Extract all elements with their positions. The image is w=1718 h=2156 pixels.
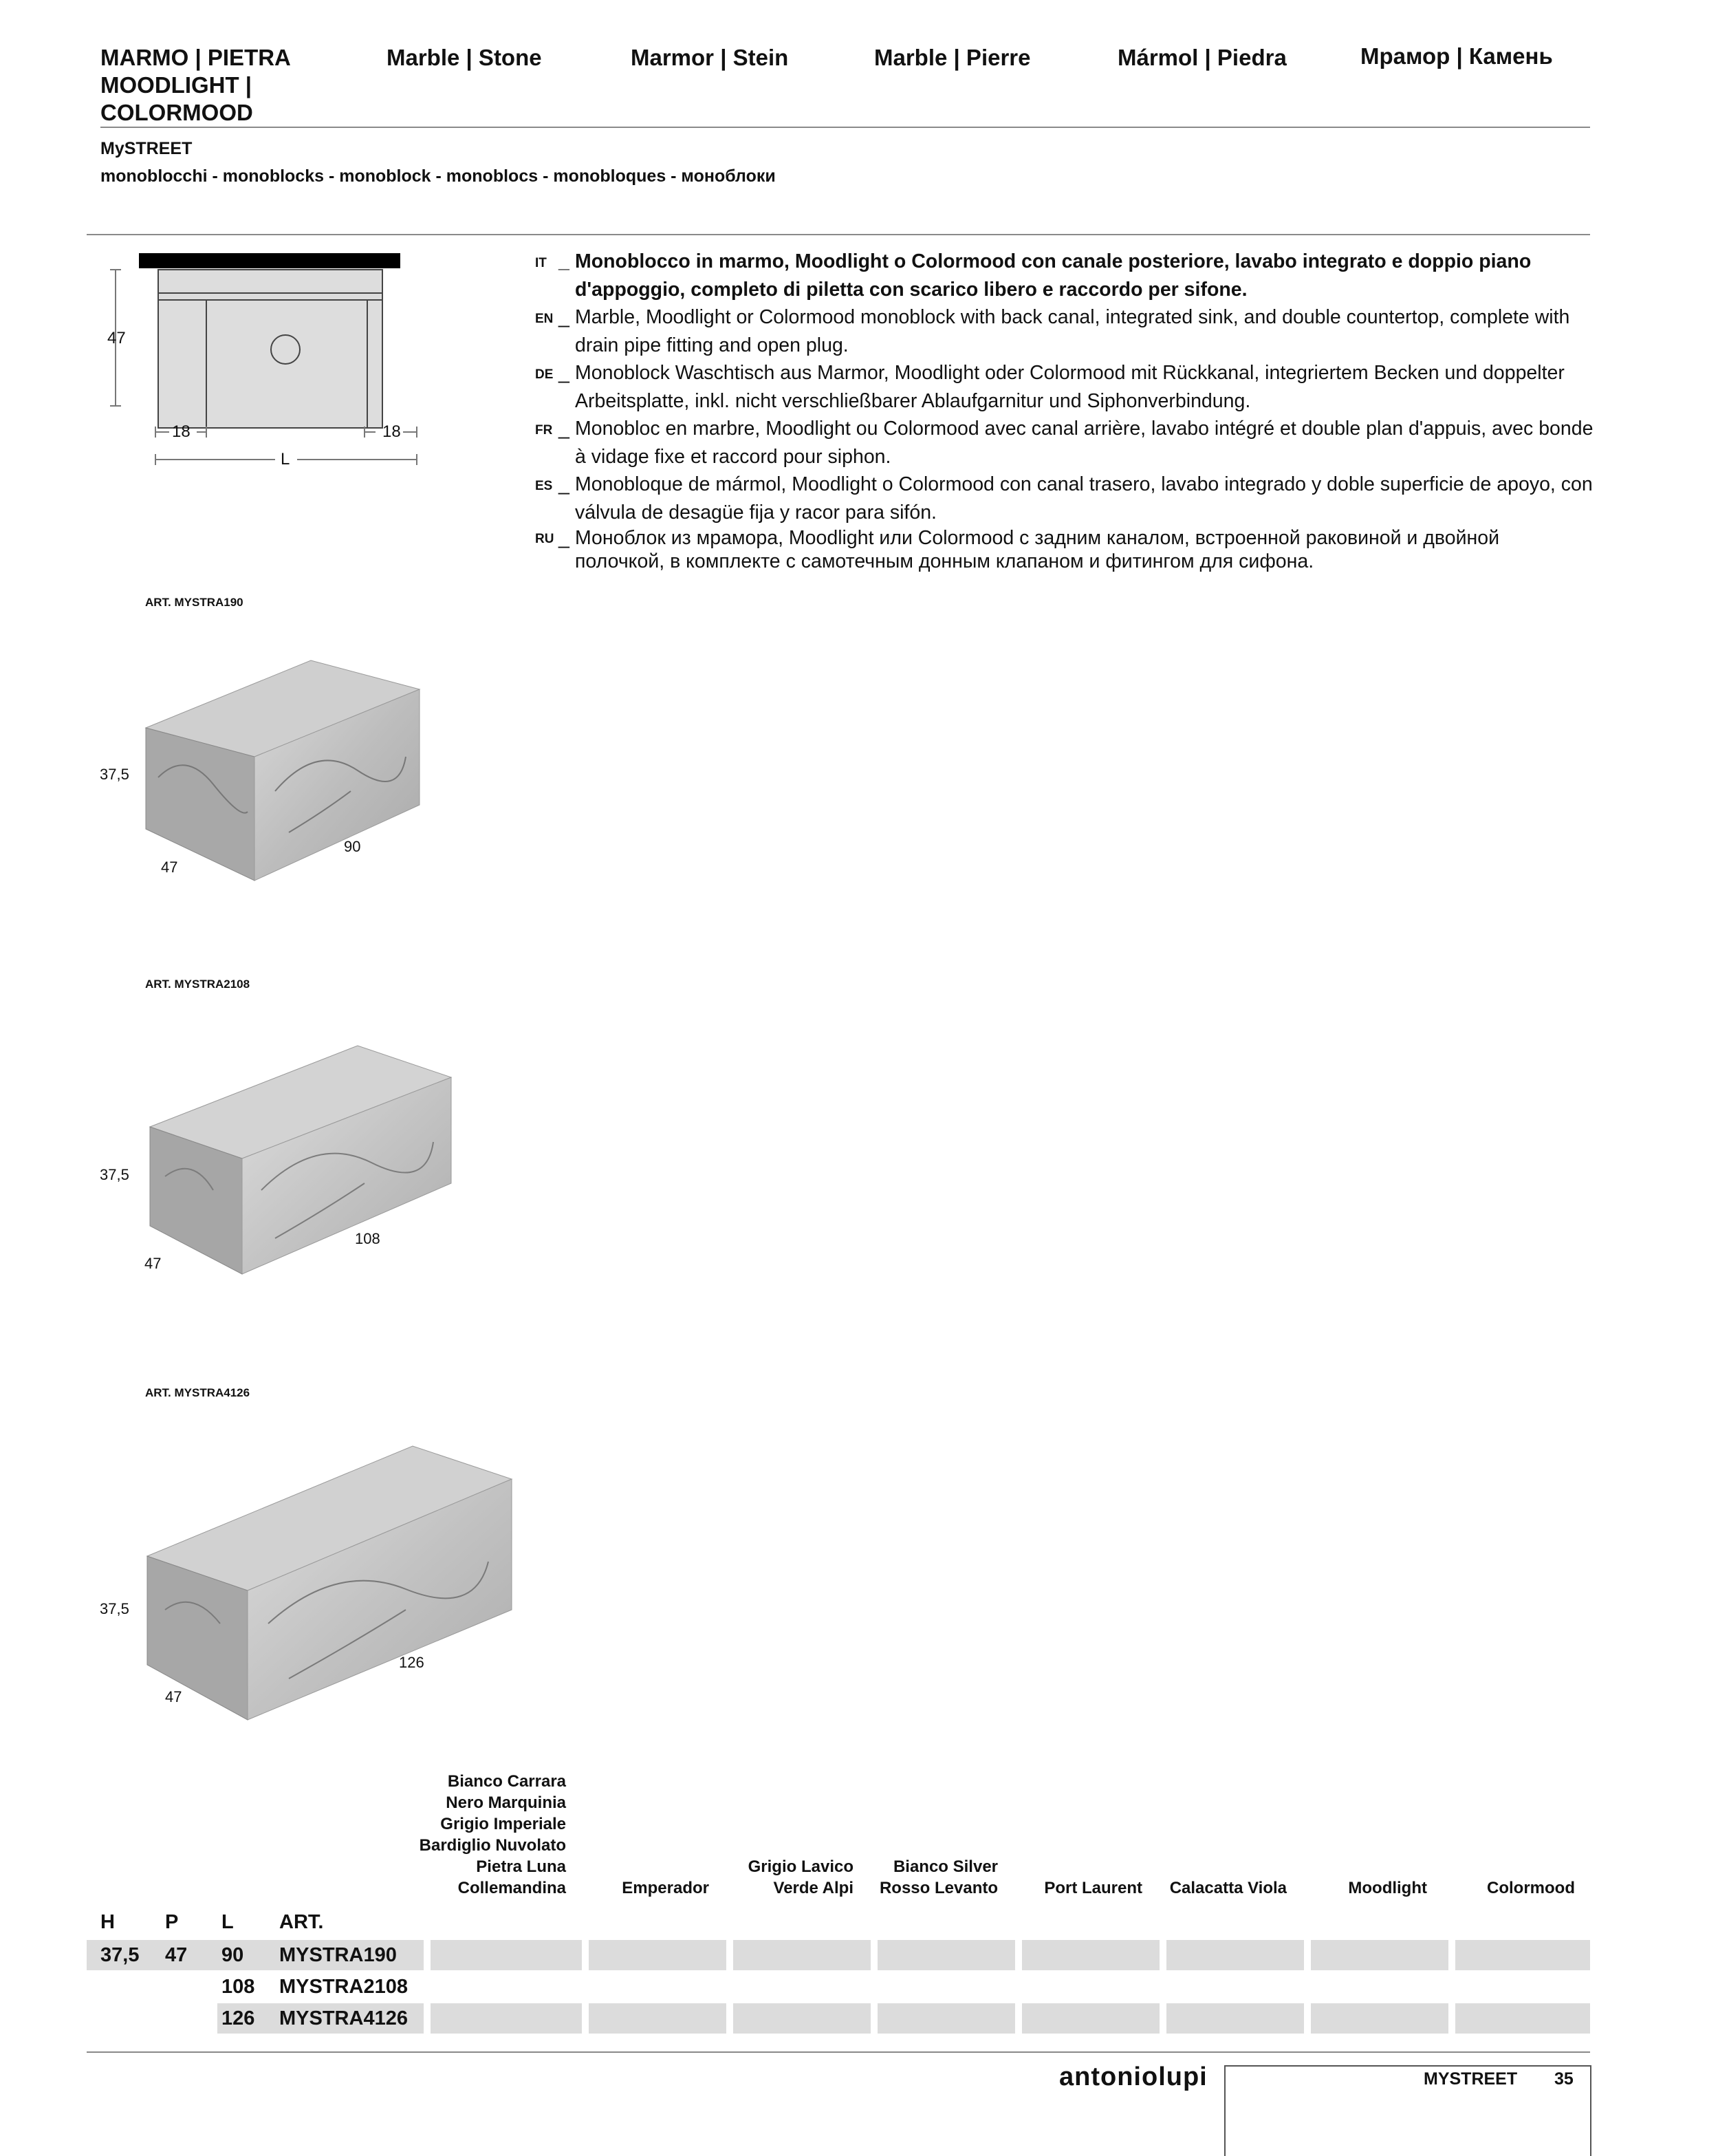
header-col-de: Marmor | Stein xyxy=(631,45,789,70)
row-p: 47 xyxy=(165,1944,188,1966)
page-number: 35 xyxy=(1554,2069,1574,2089)
diagram-length: L xyxy=(281,450,290,468)
finish-name: Collemandina xyxy=(457,1879,566,1897)
finish-name: Bianco Carrara xyxy=(447,1772,566,1791)
description-fr: FR _ Monobloc en marbre, Moodlight ou Colormood avec canal arrière, lavabo intégré et double plan d'appuis, avec bonde à vidage fixe et raccord pour siphon. xyxy=(535,415,1594,471)
product-height: 37,5 xyxy=(100,766,129,783)
header-col-it-line2: MOODLIGHT | xyxy=(100,72,252,98)
finish-header-moodlight xyxy=(1293,1877,1427,1899)
finish-name: Rosso Levanto xyxy=(879,1879,998,1897)
description-text: Monobloque de mármol, Moodlight o Colormood con canal trasero, lavabo integrado y doble superficie de apoyo, con válvula de desagüe fija y racor para sifón. xyxy=(575,473,1593,524)
product-length: 126 xyxy=(399,1654,424,1671)
row-art: MYSTRA4126 xyxy=(279,2007,408,2029)
header-col-it-line1: MARMO | PIETRA xyxy=(100,45,291,70)
product-height: 37,5 xyxy=(100,1166,129,1183)
description-es: ES _ Monobloque de mármol, Moodlight o Colormood con canal trasero, lavabo integrado y doble superficie de apoyo, con válvula de desagüe fija y racor para sifón. xyxy=(535,471,1594,527)
table-header-p: P xyxy=(165,1911,179,1933)
header-col-fr: Marble | Pierre xyxy=(874,45,1031,70)
product-depth: 47 xyxy=(165,1688,182,1705)
finish-name: Nero Marquinia xyxy=(446,1793,566,1812)
description-de: DE _ Monoblock Waschtisch aus Marmor, Moodlight oder Colormood mit Rückkanal, integriertem Becken und doppelter Arbeitsplatte, inkl. nicht verschließbarer Ablaufgarnitur und Siphonverbindung. xyxy=(535,359,1594,416)
product-art-label: ART. MYSTRA2108 xyxy=(145,978,250,991)
table-header-l: L xyxy=(221,1911,234,1933)
lang-code: IT xyxy=(535,256,547,270)
header-col-it-line3: COLORMOOD xyxy=(100,100,253,125)
product-height: 37,5 xyxy=(100,1600,129,1617)
lang-code: ES xyxy=(535,479,553,493)
row-art: MYSTRA190 xyxy=(279,1944,397,1966)
finish-header-marble-group xyxy=(413,1771,566,1899)
finish-name: Grigio Imperiale xyxy=(440,1815,566,1833)
product-length: 90 xyxy=(344,838,361,855)
diagram-height: 47 xyxy=(107,329,126,347)
row-l: 90 xyxy=(221,1944,244,1966)
lang-code: DE xyxy=(535,367,554,382)
finish-header-bianco-silver xyxy=(860,1856,998,1899)
product-image-mystra2108 xyxy=(138,1039,461,1280)
section-rule xyxy=(87,234,1590,235)
row-l: 126 xyxy=(221,2007,255,2029)
finish-header-calacatta-viola xyxy=(1149,1877,1287,1899)
row-art: MYSTRA2108 xyxy=(279,1976,408,1998)
table-header-h: H xyxy=(100,1911,115,1933)
product-image-mystra4126 xyxy=(138,1438,523,1727)
finish-name: Calacatta Viola xyxy=(1169,1879,1287,1897)
diagram-side-left: 18 xyxy=(172,422,191,441)
footer-section: MYSTREET xyxy=(1424,2069,1518,2089)
collection-name: MySTREET xyxy=(100,139,193,158)
product-art-label: ART. MYSTRA4126 xyxy=(145,1386,250,1399)
description-text: Monoblock Waschtisch aus Marmor, Moodlight oder Colormood mit Rückkanal, integriertem Becken und doppelter Arbeitsplatte, inkl. nicht verschließbarer Ablaufgarnitur und Siphonverbindung. xyxy=(575,362,1565,412)
finish-name: Verde Alpi xyxy=(773,1879,853,1897)
finish-header-emperador xyxy=(578,1877,709,1899)
lang-code: FR xyxy=(535,423,553,438)
finish-name: Pietra Luna xyxy=(476,1857,566,1876)
header-col-es: Mármol | Piedra xyxy=(1118,45,1287,70)
product-depth: 47 xyxy=(161,859,178,876)
finish-name: Port Laurent xyxy=(1044,1879,1142,1897)
header-col-it xyxy=(100,44,320,127)
description-en: EN _ Marble, Moodlight or Colormood monoblock with back canal, integrated sink, and double countertop, complete with drain pipe fitting and open plug. xyxy=(535,303,1594,360)
header-col-ru: Мрамор | Камень xyxy=(1360,43,1553,69)
description-text: Monoblocco in marmo, Moodlight o Colormood con canale posteriore, lavabo integrato e doppio piano d'appoggio, completo di piletta con scarico libero e raccordo per sifone. xyxy=(575,250,1532,301)
finish-name: Moodlight xyxy=(1348,1879,1427,1897)
header-rule xyxy=(100,127,1590,128)
footer-box xyxy=(1224,2065,1591,2156)
countertop-bar xyxy=(139,253,400,268)
header-col-en: Marble | Stone xyxy=(387,45,542,70)
finish-header-port-laurent xyxy=(1004,1877,1142,1899)
description-it: IT _ Monoblocco in marmo, Moodlight o Colormood con canale posteriore, lavabo integrato e doppio piano d'appoggio, completo di piletta con scarico libero e raccordo per sifone. xyxy=(535,248,1594,304)
brand-logo: antoniolupi xyxy=(1059,2062,1208,2091)
finish-name: Emperador xyxy=(622,1879,709,1897)
product-depth: 47 xyxy=(144,1255,162,1272)
footer-rule xyxy=(87,2051,1590,2053)
description-ru: RU _ Моноблок из мрамора, Moodlight или Colormood с задним каналом, встроенной раковиной и двойной полочкой, в комплекте с самотечным донным клапаном и фитингом для сифона. xyxy=(535,526,1594,573)
table-header-art: ART. xyxy=(279,1911,324,1933)
lang-code: RU xyxy=(535,532,554,546)
row-h: 37,5 xyxy=(100,1944,140,1966)
product-types: monoblocchi - monoblocks - monoblock - monoblocs - monobloques - моноблоки xyxy=(100,166,776,186)
description-text: Моноблок из мрамора, Moodlight или Colormood с задним каналом, встроенной раковиной и двойной полочкой, в комплекте с самотечным донным клапаном и фитингом для сифона. xyxy=(575,527,1499,572)
row-l: 108 xyxy=(221,1976,255,1998)
finish-name: Colormood xyxy=(1487,1879,1575,1897)
description-text: Monobloc en marbre, Moodlight ou Colormood avec canal arrière, lavabo intégré et double plan d'appuis, avec bonde à vidage fixe et raccord pour siphon. xyxy=(575,418,1594,468)
finish-name: Bianco Silver xyxy=(893,1857,998,1876)
finish-header-colormood xyxy=(1437,1877,1575,1899)
diagram-side-right: 18 xyxy=(382,422,401,441)
product-image-mystra190 xyxy=(138,654,426,887)
product-length: 108 xyxy=(355,1230,380,1247)
finish-name: Bardiglio Nuvolato xyxy=(419,1836,566,1855)
description-text: Marble, Moodlight or Colormood monoblock with back canal, integrated sink, and double countertop, complete with drain pipe fitting and open plug. xyxy=(575,306,1570,356)
finish-name: Grigio Lavico xyxy=(748,1857,853,1876)
product-art-label: ART. MYSTRA190 xyxy=(145,596,243,609)
lang-code: EN xyxy=(535,312,554,326)
finish-header-grigio-lavico xyxy=(715,1856,853,1899)
